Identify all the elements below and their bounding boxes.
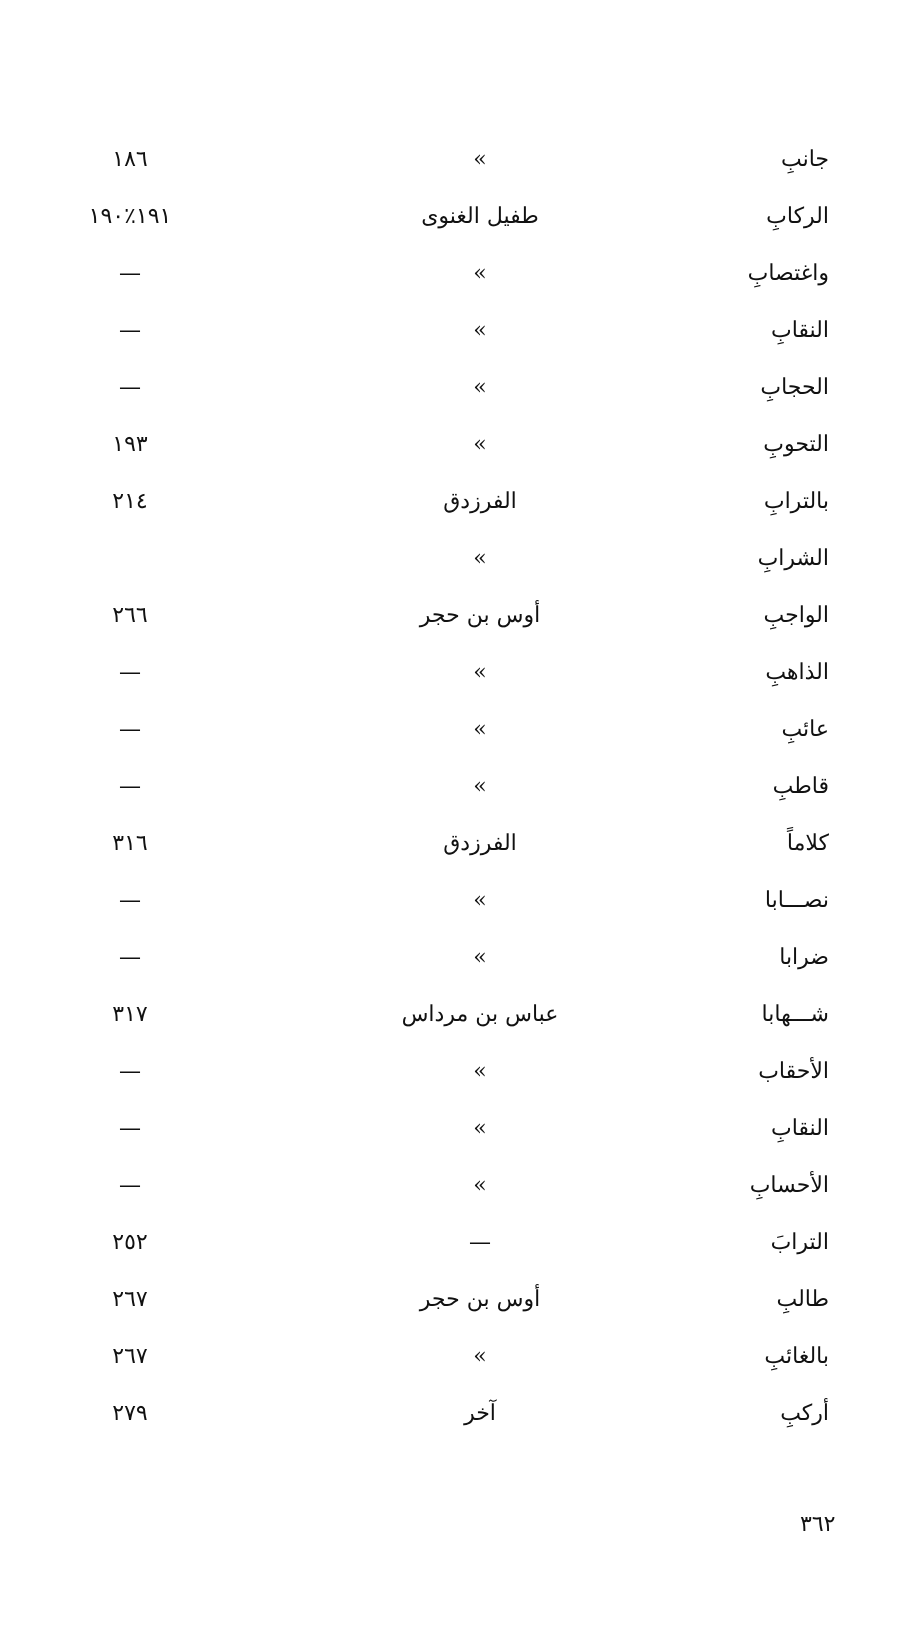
page-reference: — xyxy=(119,888,141,913)
rhyme-word: الشرابِ xyxy=(757,546,829,571)
poet-name: طفيل الغنوى xyxy=(421,204,539,229)
rhyme-word: النقابِ xyxy=(771,1116,829,1141)
rhyme-word: الأحسابِ xyxy=(749,1173,829,1198)
index-row xyxy=(0,881,909,938)
index-row xyxy=(0,1166,909,1223)
page-reference: ١٨٦ xyxy=(112,147,148,172)
poet-name: » xyxy=(473,945,487,970)
index-row xyxy=(0,368,909,425)
page-number: ٣٦٢ xyxy=(800,1512,836,1537)
index-row xyxy=(0,482,909,539)
page-reference: — xyxy=(119,1059,141,1084)
rhyme-word: كلاماً xyxy=(786,831,829,856)
page-reference: ٢٦٦ xyxy=(112,603,148,628)
rhyme-word: الأحقاب xyxy=(758,1059,829,1084)
rhyme-word: الركابِ xyxy=(766,204,829,229)
poet-name: » xyxy=(473,1173,487,1198)
poet-name: » xyxy=(473,147,487,172)
index-row xyxy=(0,425,909,482)
page-reference: — xyxy=(119,717,141,742)
poet-name: » xyxy=(473,432,487,457)
page-reference: — xyxy=(119,318,141,343)
index-row xyxy=(0,1223,909,1280)
index-row xyxy=(0,938,909,995)
index-row xyxy=(0,1337,909,1394)
rhyme-word: بالترابِ xyxy=(763,489,829,514)
page-reference: ٢١٤ xyxy=(112,489,148,514)
poet-name: » xyxy=(473,261,487,286)
poet-name: » xyxy=(473,375,487,400)
rhyme-word: طالبِ xyxy=(776,1287,829,1312)
page-reference: ٢٦٧ xyxy=(112,1344,148,1369)
page-reference: ٢٧٩ xyxy=(112,1401,148,1426)
rhyme-word: النقابِ xyxy=(771,318,829,343)
page-reference: — xyxy=(119,945,141,970)
index-row xyxy=(0,1394,909,1451)
rhyme-word: جانبِ xyxy=(780,147,829,172)
index-row xyxy=(0,140,909,197)
index-row xyxy=(0,767,909,824)
rhyme-word: الواجبِ xyxy=(763,603,829,628)
index-row xyxy=(0,995,909,1052)
page-reference: — xyxy=(119,774,141,799)
page-reference: — xyxy=(119,1173,141,1198)
rhyme-word: التحوبِ xyxy=(763,432,829,457)
poet-name: » xyxy=(473,546,487,571)
poet-name: » xyxy=(473,888,487,913)
rhyme-word: قاطبِ xyxy=(772,774,829,799)
rhyme-word: أركبِ xyxy=(780,1401,829,1426)
page-reference: ٢٦٧ xyxy=(112,1287,148,1312)
index-row xyxy=(0,596,909,653)
page-reference: ٣١٦ xyxy=(112,831,148,856)
poet-name: » xyxy=(473,774,487,799)
page-reference: ٢٥٢ xyxy=(112,1230,148,1255)
poet-name: عباس بن مرداس xyxy=(401,1002,559,1027)
rhyme-word: بالغائبِ xyxy=(764,1344,829,1369)
page-reference: — xyxy=(119,261,141,286)
index-row xyxy=(0,824,909,881)
page-reference: — xyxy=(119,1116,141,1141)
rhyme-index-table xyxy=(0,140,909,1451)
page-reference: ٣١٧ xyxy=(112,1002,148,1027)
index-row xyxy=(0,539,909,596)
index-row xyxy=(0,710,909,767)
rhyme-word: ضرابا xyxy=(779,945,829,970)
poet-name: » xyxy=(473,1344,487,1369)
rhyme-word: شـــهابا xyxy=(761,1002,829,1027)
rhyme-word: الترابَ xyxy=(770,1230,829,1255)
index-row xyxy=(0,1109,909,1166)
rhyme-word: نصـــابا xyxy=(764,888,829,913)
page-reference: ١٩٣ xyxy=(112,432,148,457)
rhyme-word: الذاهبِ xyxy=(765,660,829,685)
poet-name: » xyxy=(473,318,487,343)
rhyme-word: عائبِ xyxy=(781,717,829,742)
rhyme-word: الحجابِ xyxy=(760,375,829,400)
index-row xyxy=(0,197,909,254)
poet-name: » xyxy=(473,1116,487,1141)
poet-name: — xyxy=(469,1230,491,1255)
index-row xyxy=(0,1280,909,1337)
index-row xyxy=(0,254,909,311)
poet-name: أوس بن حجر xyxy=(419,603,541,628)
poet-name: الفرزدق xyxy=(443,831,517,856)
page-reference: — xyxy=(119,660,141,685)
poet-name: آخر xyxy=(464,1401,496,1426)
poet-name: » xyxy=(473,660,487,685)
poet-name: الفرزدق xyxy=(443,489,517,514)
poet-name: » xyxy=(473,717,487,742)
rhyme-word: واغتصابِ xyxy=(747,261,829,286)
index-row xyxy=(0,1052,909,1109)
page-reference: — xyxy=(119,375,141,400)
page-reference: ١٩١٪١٩٠ xyxy=(88,204,172,229)
index-row xyxy=(0,311,909,368)
poet-name: » xyxy=(473,1059,487,1084)
poet-name: أوس بن حجر xyxy=(419,1287,541,1312)
index-row xyxy=(0,653,909,710)
